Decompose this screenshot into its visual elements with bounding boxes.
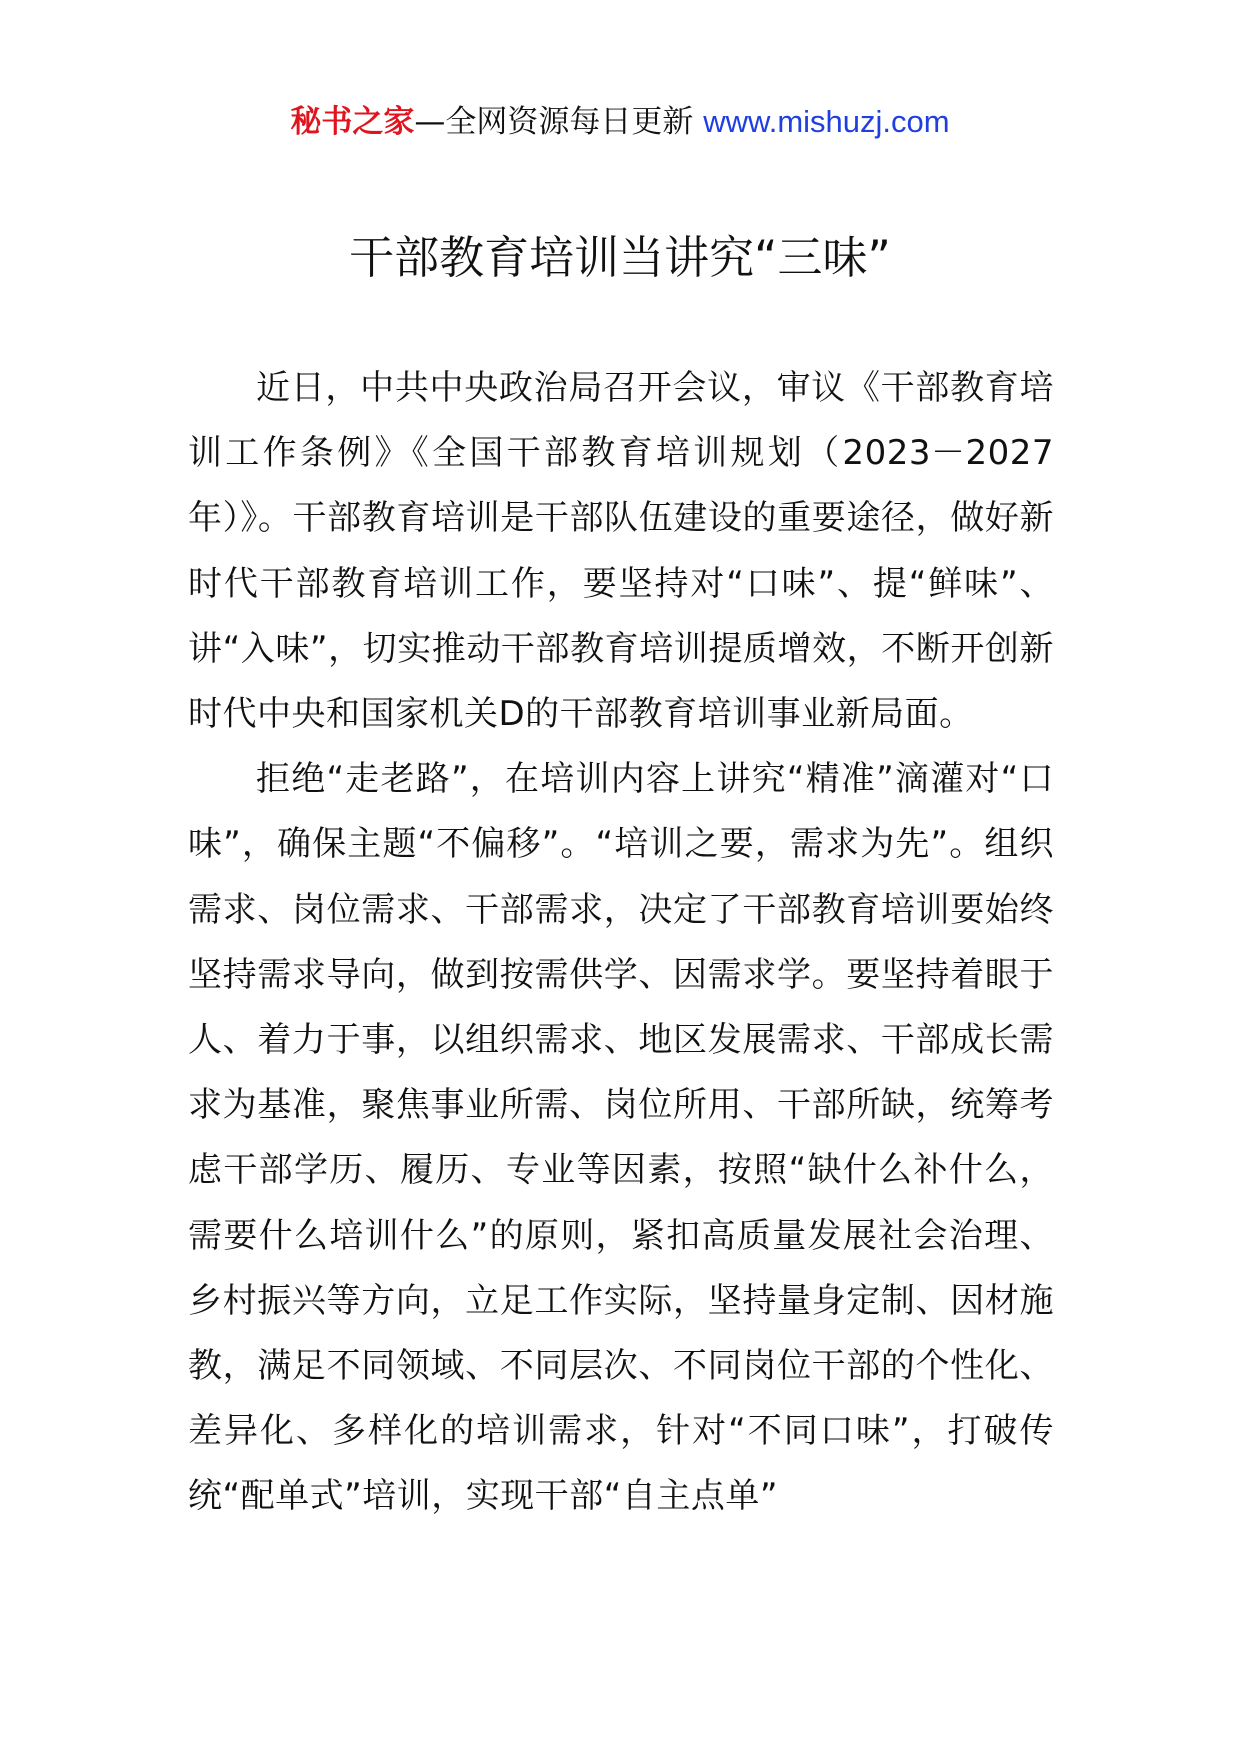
paragraph-2: 拒绝“走老路”，在培训内容上讲究“精准”滴灌对“口味”，确保主题“不偏移”。“培训之要，需求为先”。组织需求、岗位需求、干部需求，决定了干部教育培训要始终坚持需求导向，做到按需供学、因需求学。要坚持着眼于人、着力于事，以组织需求、地区发展需求、干部成长需求为基准，聚焦事业所需、岗位所用、干部所缺，统筹考虑干部学历、履历、专业等因素，按照“缺什么补什么，需要什么培训什么”的原则，紧扣高质量发展社会治理、乡村振兴等方向，立足工作实际，坚持量身定制、因材施教，满足不同领域、不同层次、不同岗位干部的个性化、差异化、多样化的培训需求，针对“不同口味”，打破传统“配单式”培训，实现干部“自主点单” xyxy=(188,759,1054,1517)
document-body xyxy=(188,356,1054,1530)
site-url-link[interactable]: www.mishuzj.com xyxy=(703,104,950,139)
site-header xyxy=(0,100,1240,144)
header-slogan: —全网资源每日更新 xyxy=(414,104,694,140)
brand-name: 秘书之家 xyxy=(290,104,415,140)
document-title: 干部教育培训当讲究“三味” xyxy=(349,231,891,284)
paragraph-1: 近日，中共中央政治局召开会议，审议《干部教育培训工作条例》《全国干部教育培训规划（2023－2027年）》。干部教育培训是干部队伍建设的重要途径，做好新时代干部教育培训工作，要坚持对“口味”、提“鲜味”、讲“入味”，切实推动干部教育培训提质增效，不断开创新时代中央和国家机关D的干部教育培训事业新局面。 xyxy=(188,368,1054,735)
